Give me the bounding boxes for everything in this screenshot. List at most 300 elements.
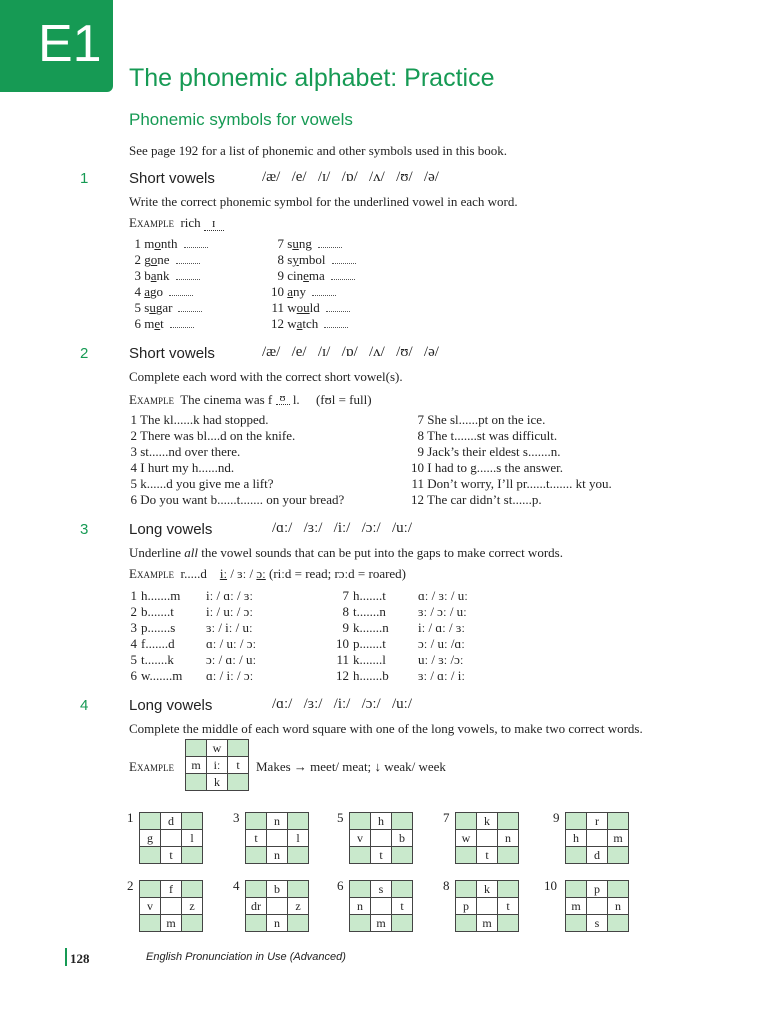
square-corner: [392, 813, 413, 830]
ex2-symbols: /æ/ /e/ /ɪ/ /ɒ/ /ʌ/ /ʊ/ /ə/: [262, 344, 439, 360]
item-options: ɑː / uː / ɔː: [206, 636, 257, 651]
item-number: 4: [130, 460, 137, 475]
square-number: 5: [337, 810, 344, 825]
square-right: z: [182, 898, 203, 915]
square-corner: [246, 881, 267, 898]
example-note-makes: Makes: [256, 759, 291, 774]
square-middle-blank[interactable]: [267, 898, 288, 915]
underlined-vowel: ou: [296, 300, 310, 315]
list-item: [266, 252, 356, 268]
item-number: 10: [411, 460, 424, 475]
item-text: The kl......k had stopped.: [140, 412, 269, 427]
example-note: (riːd = read; rɔːd = roared): [269, 566, 407, 581]
answer-gap: [324, 317, 348, 328]
item-word: t.......n: [353, 604, 386, 619]
item-number: 2: [130, 428, 137, 443]
word-end: ma: [308, 268, 325, 283]
item-word: w.......m: [141, 668, 183, 683]
list-item: [129, 668, 253, 684]
ex4-instruction: Complete the middle of each word square with one of the long vowels, to make two correct words.: [129, 721, 643, 736]
list-item: [410, 428, 557, 444]
word-square: [455, 812, 519, 864]
square-top: w: [207, 740, 228, 757]
answer-gap: [326, 301, 350, 312]
example-note-down: weak/ week: [384, 759, 446, 774]
word-end: gar: [155, 300, 173, 315]
list-item: [129, 252, 200, 268]
example-word: r.....d: [180, 566, 207, 581]
item-number: 10: [271, 284, 284, 299]
word-start: cin: [287, 268, 304, 283]
list-item: [410, 460, 563, 476]
list-item: [410, 412, 545, 428]
square-corner: [608, 915, 629, 932]
square-corner: [182, 847, 203, 864]
word-end: ng: [298, 236, 312, 251]
square-middle-blank[interactable]: [587, 898, 608, 915]
word-start: s: [144, 300, 150, 315]
square-right: l: [288, 830, 309, 847]
answer-gap: [312, 285, 336, 296]
square-middle-blank[interactable]: [161, 830, 182, 847]
square-left: t: [246, 830, 267, 847]
word-square: [139, 812, 203, 864]
square-bottom: t: [477, 847, 498, 864]
item-word: h.......m: [141, 588, 181, 603]
underlined-vowel: o: [150, 252, 158, 267]
underlined-vowel: y: [292, 252, 299, 267]
example-label: Example: [129, 566, 174, 581]
word-square: [349, 812, 413, 864]
square-corner: [566, 915, 587, 932]
square-corner: [288, 847, 309, 864]
list-item: [410, 492, 542, 508]
list-item: [266, 236, 342, 252]
answer-gap: [331, 269, 355, 280]
example-note: (fʊl = full): [315, 392, 372, 407]
item-number: 12: [411, 492, 424, 507]
example-option-a: iː: [219, 566, 228, 581]
square-middle-blank[interactable]: [587, 830, 608, 847]
word-end: ne: [157, 252, 170, 267]
answer-gap: [178, 301, 202, 312]
square-corner: [140, 847, 161, 864]
square-corner: [140, 813, 161, 830]
square-corner: [608, 813, 629, 830]
square-number: 7: [443, 810, 450, 825]
item-word: k.......n: [353, 620, 389, 635]
item-number: 1: [130, 412, 137, 427]
example-label: Example: [129, 215, 174, 230]
square-corner: [498, 881, 519, 898]
word-square: [565, 812, 629, 864]
ex1-instruction: Write the correct phonemic symbol for the underlined vowel in each word.: [129, 194, 518, 209]
item-number: 3: [134, 268, 141, 283]
list-item: [129, 492, 344, 508]
page-number: 128: [70, 951, 90, 966]
arrow-down-icon: ↓: [374, 759, 381, 774]
square-corner: [456, 915, 477, 932]
underlined-vowel: e: [303, 268, 309, 283]
item-text: I had to g......s the answer.: [427, 460, 564, 475]
item-text: Jack’s their eldest s.......n.: [427, 444, 561, 459]
book-title: English Pronunciation in Use (Advanced): [146, 951, 346, 963]
word-square: [349, 880, 413, 932]
square-right: n: [498, 830, 519, 847]
item-number: 9: [342, 620, 349, 635]
square-corner: [498, 915, 519, 932]
square-bottom: n: [267, 915, 288, 932]
square-corner: [392, 881, 413, 898]
list-item: [129, 236, 208, 252]
square-corner: [140, 881, 161, 898]
instruction-end: the vowel sounds that can be put into the gaps to make correct words.: [197, 545, 563, 560]
item-options: ɑː / iː / ɔː: [206, 668, 254, 683]
item-word: t.......k: [141, 652, 174, 667]
item-number: 11: [271, 300, 284, 315]
item-number: 5: [130, 652, 137, 667]
square-corner: [456, 847, 477, 864]
example-word-square: [185, 739, 249, 791]
word-end: ld: [309, 300, 320, 315]
answer-gap: [176, 269, 200, 280]
square-top: f: [161, 881, 182, 898]
item-number: 2: [130, 604, 137, 619]
square-number: 10: [544, 878, 557, 893]
item-options: ɔː / uː /ɑː: [418, 636, 465, 651]
word-end: nk: [156, 268, 170, 283]
square-left: dr: [246, 898, 267, 915]
item-number: 11: [336, 652, 349, 667]
item-options: uː / ɜː /ɔː: [418, 652, 464, 667]
example-answer: ɪ: [204, 215, 224, 231]
square-bottom: m: [371, 915, 392, 932]
square-left: w: [456, 830, 477, 847]
square-bottom: t: [161, 847, 182, 864]
square-corner: [566, 847, 587, 864]
square-bottom: m: [161, 915, 182, 932]
item-number: 6: [130, 668, 137, 683]
square-number: 2: [127, 878, 134, 893]
ex3-number: 3: [80, 521, 89, 538]
square-right: m: [608, 830, 629, 847]
item-number: 4: [130, 636, 137, 651]
square-top: s: [371, 881, 392, 898]
item-number: 2: [134, 252, 141, 267]
square-right: t: [498, 898, 519, 915]
example-note: [256, 759, 446, 775]
intro-text: See page 192 for a list of phonemic and other symbols used in this book.: [129, 143, 508, 158]
unit-label: E1: [38, 15, 102, 73]
word-start: b: [144, 268, 151, 283]
unit-tab: [0, 0, 113, 92]
square-left: m: [186, 757, 207, 774]
square-corner: [498, 847, 519, 864]
ex1-example: [129, 215, 224, 231]
square-middle-blank[interactable]: [371, 898, 392, 915]
square-number: 9: [553, 810, 560, 825]
word-start: m: [144, 236, 155, 251]
square-left: g: [140, 830, 161, 847]
square-right: z: [288, 898, 309, 915]
square-number: 1: [127, 810, 134, 825]
item-number: 4: [134, 284, 141, 299]
ex1-symbols: /æ/ /e/ /ɪ/ /ɒ/ /ʌ/ /ʊ/ /ə/: [262, 169, 439, 185]
word-start: w: [287, 316, 297, 331]
page-subtitle: Phonemic symbols for vowels: [129, 110, 353, 129]
list-item: [129, 268, 200, 284]
underlined-vowel: a: [150, 268, 157, 283]
square-number: 8: [443, 878, 450, 893]
square-corner: [288, 915, 309, 932]
item-options: ɔː / ɑː / uː: [206, 652, 257, 667]
item-text: Don’t worry, I’ll pr......t....... kt you.: [427, 476, 612, 491]
example-text-end: l.: [292, 392, 300, 407]
ex2-instruction: Complete each word with the correct short vowel(s).: [129, 369, 403, 384]
square-top: p: [587, 881, 608, 898]
square-top: r: [587, 813, 608, 830]
word-end: go: [150, 284, 164, 299]
item-number: 3: [130, 620, 137, 635]
example-label: Example: [129, 759, 174, 774]
example-option-c: ɔː: [256, 566, 266, 581]
item-options: ɜː / ɑː / iː: [418, 668, 465, 683]
square-corner: [246, 847, 267, 864]
word-square: [245, 880, 309, 932]
square-middle: iː: [207, 757, 228, 774]
item-number: 8: [417, 428, 424, 443]
list-item: [129, 300, 202, 316]
underlined-vowel: a: [144, 284, 151, 299]
square-corner: [246, 813, 267, 830]
item-text: st......nd over there.: [140, 444, 241, 459]
list-item: [129, 604, 253, 620]
square-middle-blank[interactable]: [371, 830, 392, 847]
square-corner: [182, 813, 203, 830]
square-corner: [182, 915, 203, 932]
word-start: g: [144, 252, 151, 267]
square-right: t: [228, 757, 249, 774]
list-item: [332, 620, 465, 636]
square-left: n: [350, 898, 371, 915]
square-left: v: [350, 830, 371, 847]
word-end: mbol: [298, 252, 326, 267]
item-text: The t.......st was difficult.: [427, 428, 558, 443]
square-corner: [566, 813, 587, 830]
instruction-emphasis: all: [184, 545, 198, 560]
list-item: [332, 604, 467, 620]
item-options: iː / ɑː / ɜː: [206, 588, 253, 603]
ex3-example: [129, 566, 406, 582]
item-word: f.......d: [141, 636, 175, 651]
square-corner: [288, 813, 309, 830]
square-corner: [566, 881, 587, 898]
item-options: ɜː / iː / uː: [206, 620, 253, 635]
example-label: Example: [129, 392, 174, 407]
item-number: 7: [342, 588, 349, 603]
answer-gap: [332, 253, 356, 264]
page-title: The phonemic alphabet: Practice: [129, 64, 495, 92]
list-item: [129, 636, 256, 652]
word-square: [245, 812, 309, 864]
square-top: d: [161, 813, 182, 830]
item-number: 5: [134, 300, 141, 315]
list-item: [129, 652, 256, 668]
list-item: [332, 652, 464, 668]
ex3-instruction: [129, 545, 563, 561]
square-corner: [456, 881, 477, 898]
word-start: s: [287, 236, 293, 251]
square-corner: [182, 881, 203, 898]
item-word: p.......t: [353, 636, 386, 651]
item-number: 9: [417, 444, 424, 459]
square-corner: [456, 813, 477, 830]
item-number: 8: [342, 604, 349, 619]
square-left: v: [140, 898, 161, 915]
item-text: I hurt my h......nd.: [140, 460, 235, 475]
square-left: h: [566, 830, 587, 847]
item-text: The car didn’t st......p.: [427, 492, 542, 507]
item-number: 5: [130, 476, 137, 491]
square-right: l: [182, 830, 203, 847]
square-corner: [350, 847, 371, 864]
item-number: 8: [277, 252, 284, 267]
square-middle-blank[interactable]: [477, 830, 498, 847]
item-number: 6: [134, 316, 141, 331]
square-left: m: [566, 898, 587, 915]
example-note-across: meet/ meat;: [310, 759, 372, 774]
item-word: h.......t: [353, 588, 386, 603]
word-square: [139, 880, 203, 932]
ex3-heading: Long vowels: [129, 521, 213, 538]
item-number: 7: [277, 236, 284, 251]
list-item: [410, 476, 612, 492]
square-middle-blank[interactable]: [161, 898, 182, 915]
list-item: [129, 620, 253, 636]
square-top: k: [477, 813, 498, 830]
underlined-vowel: o: [154, 236, 161, 251]
list-item: [266, 268, 355, 284]
square-middle-blank[interactable]: [477, 898, 498, 915]
square-right: t: [392, 898, 413, 915]
example-answer: ʊ: [276, 392, 290, 405]
square-number: 4: [233, 878, 240, 893]
item-number: 1: [134, 236, 141, 251]
ex3-symbols: /ɑː/ /ɜː/ /iː/ /ɔː/ /uː/: [272, 520, 412, 536]
word-end: t: [160, 316, 164, 331]
underlined-vowel: u: [149, 300, 156, 315]
answer-gap: [169, 285, 193, 296]
square-corner: [350, 881, 371, 898]
footer-rule: [65, 948, 67, 966]
word-square: [565, 880, 629, 932]
word-end: ny: [293, 284, 307, 299]
list-item: [129, 476, 273, 492]
ex2-example: [129, 390, 372, 408]
item-word: b.......t: [141, 604, 174, 619]
item-number: 7: [417, 412, 424, 427]
underlined-vowel: a: [296, 316, 303, 331]
list-item: [410, 444, 560, 460]
ex4-heading: Long vowels: [129, 697, 213, 714]
square-top: b: [267, 881, 288, 898]
item-options: iː / uː / ɔː: [206, 604, 253, 619]
example-word: rich: [180, 215, 201, 230]
square-top: k: [477, 881, 498, 898]
square-corner: [498, 813, 519, 830]
item-text: There was bl....d on the knife.: [140, 428, 296, 443]
square-bottom: s: [587, 915, 608, 932]
word-end: nth: [160, 236, 178, 251]
item-options: ɜː / ɔː / uː: [418, 604, 467, 619]
square-corner: [608, 881, 629, 898]
item-number: 10: [336, 636, 349, 651]
answer-gap: [176, 253, 200, 264]
square-number: 6: [337, 878, 344, 893]
square-bottom: k: [207, 774, 228, 791]
list-item: [266, 284, 336, 300]
item-text: She sl......pt on the ice.: [427, 412, 546, 427]
square-bottom: t: [371, 847, 392, 864]
list-item: [129, 316, 194, 332]
item-options: iː / ɑː / ɜː: [418, 620, 465, 635]
square-corner: [350, 813, 371, 830]
square-corner: [392, 915, 413, 932]
item-word: h.......b: [353, 668, 389, 683]
square-right: b: [392, 830, 413, 847]
square-corner: [288, 881, 309, 898]
square-top: h: [371, 813, 392, 830]
square-number: 3: [233, 810, 240, 825]
ex1-number: 1: [80, 170, 89, 187]
answer-gap: [184, 237, 208, 248]
ex2-number: 2: [80, 345, 89, 362]
list-item: [129, 428, 295, 444]
list-item: [129, 444, 240, 460]
square-bottom: m: [477, 915, 498, 932]
list-item: [332, 668, 465, 684]
square-corner: [140, 915, 161, 932]
square-corner: [350, 915, 371, 932]
list-item: [266, 316, 348, 332]
list-item: [129, 460, 234, 476]
square-corner: [392, 847, 413, 864]
ex4-symbols: /ɑː/ /ɜː/ /iː/ /ɔː/ /uː/: [272, 696, 412, 712]
item-number: 6: [130, 492, 137, 507]
square-left: p: [456, 898, 477, 915]
item-number: 12: [336, 668, 349, 683]
word-end: tch: [302, 316, 319, 331]
item-number: 11: [411, 476, 424, 491]
item-word: p.......s: [141, 620, 176, 635]
square-middle-blank[interactable]: [267, 830, 288, 847]
list-item: [332, 636, 465, 652]
ex1-heading: Short vowels: [129, 170, 215, 187]
ex4-number: 4: [80, 697, 89, 714]
item-number: 12: [271, 316, 284, 331]
underlined-vowel: a: [287, 284, 294, 299]
item-options: ɑː / ɜː / uː: [418, 588, 468, 603]
instruction-start: Underline: [129, 545, 185, 560]
square-corner: [246, 915, 267, 932]
list-item: [129, 412, 269, 428]
list-item: [266, 300, 350, 316]
example-text: The cinema was f: [180, 392, 273, 407]
square-top: n: [267, 813, 288, 830]
underlined-vowel: e: [154, 316, 161, 331]
item-word: k.......l: [353, 652, 386, 667]
item-number: 9: [277, 268, 284, 283]
